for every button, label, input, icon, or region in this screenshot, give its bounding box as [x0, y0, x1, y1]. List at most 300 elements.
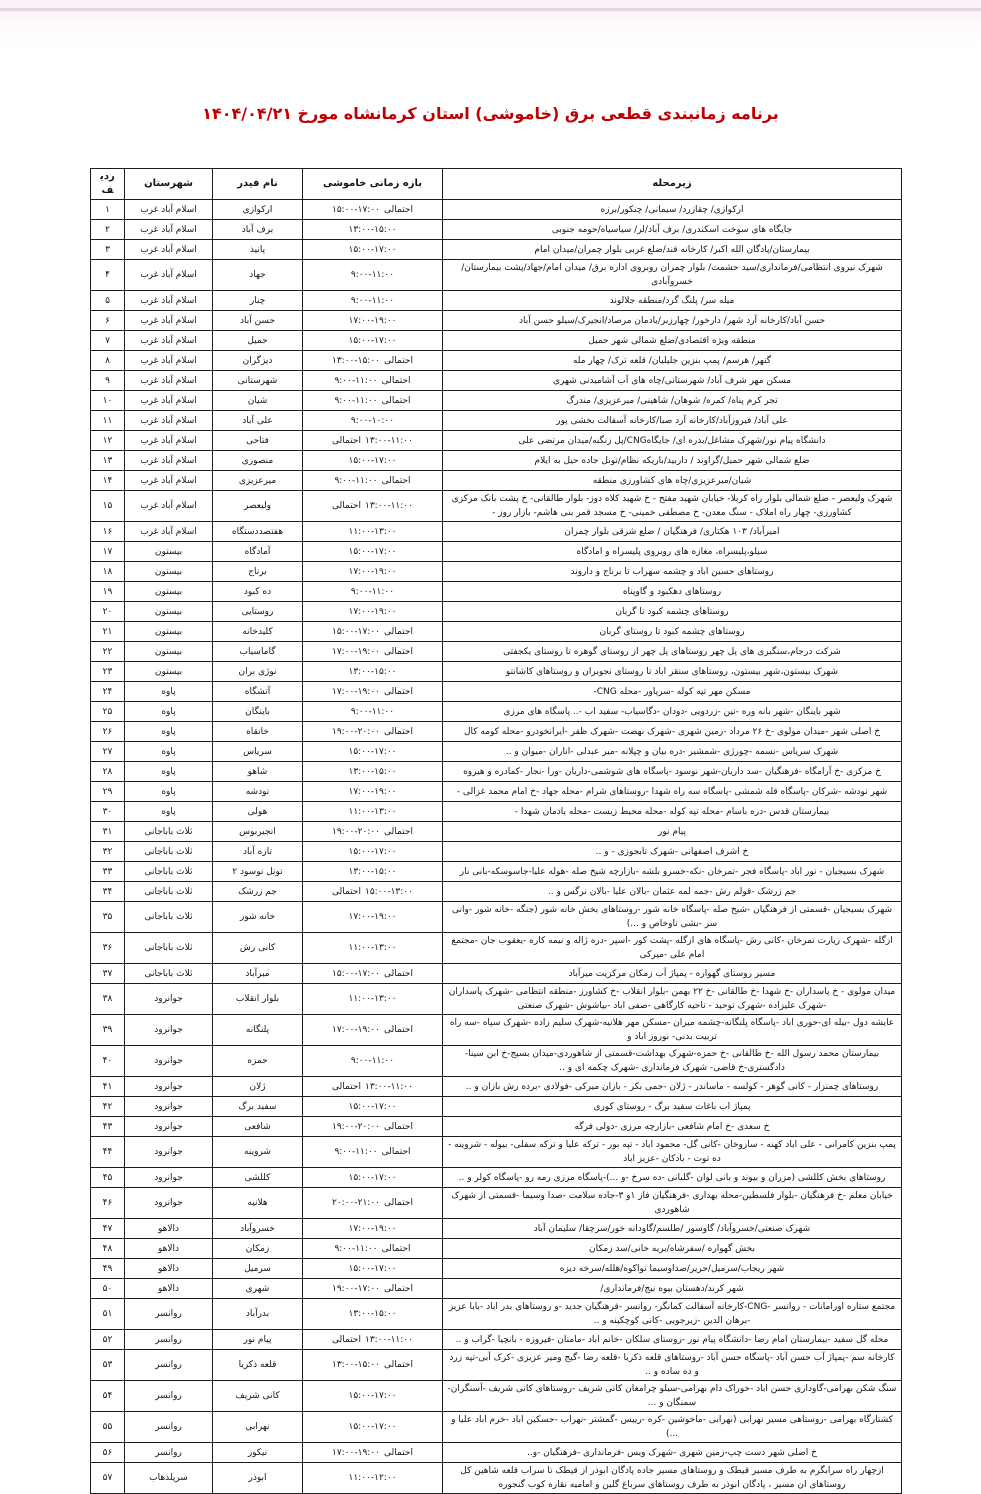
outage-time-value: ۹:۰۰-۱۱:۰۰	[350, 1056, 395, 1066]
outage-time-value: ۹:۰۰-۱۱:۰۰	[334, 395, 378, 406]
row-number-cell: ۷	[91, 331, 125, 351]
feeder-name-cell: سریاس	[213, 742, 303, 762]
subarea-cell: محله گل سفید -بیمارستان امام رضا -دانشگاه پیام نور -روستای سلکان -خانم اباد -مامنان -فیروزه - بانچیا -گراب و ..	[443, 1330, 902, 1350]
county-cell: بیستون	[125, 562, 213, 582]
county-cell: پاوه	[125, 682, 213, 702]
table-row	[91, 311, 902, 331]
subarea-cell: شهرک بسیجیان -قسمتی از فرهنگیان -شیخ صله -پاسگاه خانه شور -روستاهای بخش خانه شور (جنگه -خانه شور -وانی سر -بشی ناوخاص و ...)	[443, 902, 902, 933]
feeder-name-cell: پلنگانه	[213, 1015, 303, 1046]
outage-time-cell	[303, 331, 443, 351]
feeder-name-cell: خسروآباد	[213, 1219, 303, 1239]
table-row	[91, 602, 902, 622]
county-cell: بیستون	[125, 662, 213, 682]
outage-time-cell	[303, 1443, 443, 1463]
row-number-cell: ۱۹	[91, 582, 125, 602]
subarea-cell: خ اصلی شهر دست چپ-زمین شهری -شهرک ویس -فرمانداری -فرهنگیان -و..	[443, 1443, 902, 1463]
county-cell: روانسر	[125, 1299, 213, 1330]
subarea-cell: پمپ بنزین کامرانی - علی اباد کهنه - ساروخان -کانی گل- محمود اباد - تپه بور - ترکه علیا و ترکه سفلی- بیوله - شروینه - ده توت - بادکان -عزیز اباد	[443, 1137, 902, 1168]
county-cell: ثلاث باباجانی	[125, 842, 213, 862]
feeder-name-cell: شیان	[213, 391, 303, 411]
row-number-cell: ۵۵	[91, 1412, 125, 1443]
outage-time-value: ۹:۰۰-۱۱:۰۰	[350, 586, 395, 597]
feeder-name-cell: بدرآباد	[213, 1299, 303, 1330]
outage-time-cell	[303, 1463, 443, 1494]
outage-time-cell	[303, 662, 443, 682]
table-row	[91, 451, 902, 471]
row-number-cell: ۱۴	[91, 471, 125, 491]
row-number-cell: ۳۷	[91, 964, 125, 984]
probable-note: احتمالی	[332, 501, 361, 511]
subarea-cell: شرکت درجام،سنگبری های پل چهر روستاهای پل چهر از روستای گوهره تا روستای یکجفتی	[443, 642, 902, 662]
feeder-name-cell: قلعه ذکریا	[213, 1350, 303, 1381]
row-number-cell: ۸	[91, 351, 125, 371]
county-cell: اسلام آباد غرب	[125, 431, 213, 451]
feeder-name-cell: کلیدخانه	[213, 622, 303, 642]
outage-time-value: ۱۵:۰۰-۱۳:۰۰	[364, 886, 413, 897]
county-cell: پاوه	[125, 782, 213, 802]
probable-note: احتمالی	[384, 686, 413, 697]
outage-time-cell	[303, 240, 443, 260]
outage-time-cell	[303, 1279, 443, 1299]
table-row	[91, 1015, 902, 1046]
table-row	[91, 1168, 902, 1188]
outage-time-value: ۱۷:۰۰-۱۹:۰۰	[348, 566, 397, 577]
outage-time-value: ۱۳:۰۰-۱۱:۰۰	[364, 501, 413, 511]
outage-time-value: ۹:۰۰-۱۱:۰۰	[350, 706, 395, 717]
feeder-name-cell: گاماسیاب	[213, 642, 303, 662]
subarea-cell: ازگله -شهرک زیارت تمرخان -کانی رش -پاسگاه های ازگله -پشت کور -اسپر -دره ژاله و نیمه کاره -یعقوب جان -مجتمع امام علی -میرکی	[443, 933, 902, 964]
row-number-cell: ۳۲	[91, 842, 125, 862]
subarea-cell: دانشگاه پیام نور/شهرک مشاغل/بدره ای/ جایگاهCNG/پل زنگنه/میدان مرتضی علی	[443, 431, 902, 451]
feeder-name-cell: پانیذ	[213, 240, 303, 260]
outage-time-cell	[303, 1259, 443, 1279]
feeder-name-cell: آمادگاه	[213, 542, 303, 562]
county-cell: بیستون	[125, 642, 213, 662]
subarea-cell: علی آباد/ فیروزآباد/کارخانه آرد صبا/کارخانه آسفالت بخشی پور	[443, 411, 902, 431]
county-cell: اسلام آباد غرب	[125, 200, 213, 220]
row-number-cell: ۱۳	[91, 451, 125, 471]
table-row	[91, 431, 902, 451]
outage-time-value: ۹:۰۰-۱۱:۰۰	[334, 1243, 378, 1254]
table-row	[91, 1259, 902, 1279]
county-cell: ثلاث باباجانی	[125, 882, 213, 902]
row-number-cell: ۲۲	[91, 642, 125, 662]
table-row	[91, 862, 902, 882]
row-number-cell: ۱۲	[91, 431, 125, 451]
table-row	[91, 722, 902, 742]
feeder-name-cell: ژلان	[213, 1077, 303, 1097]
county-cell: اسلام آباد غرب	[125, 311, 213, 331]
subarea-cell: کارخانه سم -پمپاژ آب حسن آباد -پاسگاه حسن آباد -روستاهای قلعه ذکریا -قلعه رضا -گیج ومیر عزیزی -کرک آبی-تپه زرد و ده ساده و ..	[443, 1350, 902, 1381]
table-row	[91, 622, 902, 642]
probable-note: احتمالی	[384, 1121, 413, 1132]
feeder-name-cell: میرعزیزی	[213, 471, 303, 491]
probable-note: احتمالی	[381, 1147, 411, 1157]
feeder-name-cell: جم زرشک	[213, 882, 303, 902]
county-cell: اسلام آباد غرب	[125, 391, 213, 411]
subarea-cell: تجر کرم پناه/ کمره/ شوهان/ شاهینی/ میرعزیزی/ مندرگ	[443, 391, 902, 411]
feeder-name-cell: ابوذر	[213, 1463, 303, 1494]
outage-time-value: ۱۹:۰۰-۲۰:۰۰	[332, 1121, 380, 1132]
row-number-cell: ۴۹	[91, 1259, 125, 1279]
subarea-cell: شهر باینگان -شهر بانه وره -تین -زردویی -دودان -دگاسیاب- سفید اب -.. پاسگاه های مرزی	[443, 702, 902, 722]
outage-time-cell	[303, 722, 443, 742]
table-row	[91, 842, 902, 862]
county-cell: جوانرود	[125, 1015, 213, 1046]
subarea-cell: شهرک نیروی انتظامی/فرمانداری/سید حشمت/ بلوار چمران روبروی اداره برق/ میدان امام/جهاد/پشت بیمارستان/ خسروآبادی	[443, 260, 902, 291]
row-number-cell: ۳۴	[91, 882, 125, 902]
outage-time-value: ۱۹:۰۰-۲۰:۰۰	[332, 726, 380, 737]
outage-time-cell	[303, 862, 443, 882]
table-row	[91, 351, 902, 371]
table-row	[91, 1117, 902, 1137]
subarea-cell: پیام نور	[443, 822, 902, 842]
feeder-name-cell: خانه شور	[213, 902, 303, 933]
subarea-cell: شهر نودشه -شرکان -پاسگاه قله شمشی -پاسگاه سه راه شهدا -روستاهای شرام -محله جهاد -خ امام محمد غزالی -	[443, 782, 902, 802]
outage-time-value: ۱۵:۰۰-۱۷:۰۰	[348, 1101, 397, 1112]
table-row	[91, 1412, 902, 1443]
row-number-cell: ۶	[91, 311, 125, 331]
county-cell: اسلام آباد غرب	[125, 331, 213, 351]
subarea-cell: بیمارستان قدس -دره باسام -محله تپه کوله -محله محیط زیست -محله یادمان شهدا -	[443, 802, 902, 822]
table-row	[91, 642, 902, 662]
subarea-cell: شیان/میرعزیزی/چاه های کشاورزی منطقه	[443, 471, 902, 491]
table-row	[91, 582, 902, 602]
county-cell: روانسر	[125, 1443, 213, 1463]
outage-time-cell	[303, 1046, 443, 1077]
row-number-cell: ۲۷	[91, 742, 125, 762]
outage-time-value: ۱۳:۰۰-۱۱:۰۰	[364, 435, 413, 446]
feeder-name-cell: دیزگران	[213, 351, 303, 371]
feeder-name-cell: انجیربوس	[213, 822, 303, 842]
outage-time-value: ۱۵:۰۰-۱۷:۰۰	[348, 244, 397, 255]
county-cell: جوانرود	[125, 1188, 213, 1219]
probable-note: احتمالی	[384, 355, 413, 366]
county-cell: بیستون	[125, 602, 213, 622]
probable-note: احتمالی	[381, 475, 411, 486]
outage-time-cell	[303, 1350, 443, 1381]
outage-time-value: ۱۵:۰۰-۱۷:۰۰	[348, 335, 397, 346]
outage-time-cell	[303, 964, 443, 984]
feeder-name-cell: روستایی	[213, 602, 303, 622]
outage-time-cell	[303, 220, 443, 240]
row-number-cell: ۲۰	[91, 602, 125, 622]
outage-time-value: ۱۱:۰۰-۱۳:۰۰	[348, 526, 397, 537]
row-number-cell: ۴	[91, 260, 125, 291]
county-cell: اسلام آباد غرب	[125, 240, 213, 260]
feeder-name-cell: برناج	[213, 562, 303, 582]
row-number-cell: ۵	[91, 291, 125, 311]
county-cell: اسلام آباد غرب	[125, 522, 213, 542]
county-cell: جوانرود	[125, 1137, 213, 1168]
row-number-cell: ۲	[91, 220, 125, 240]
county-cell: جوانرود	[125, 1168, 213, 1188]
county-cell: اسلام آباد غرب	[125, 220, 213, 240]
subarea-cell: شهرک صنعتی/خسروآباد/ گاوسور /طلسم/گاودانه خور/سرچقا/ سلیمان آباد	[443, 1219, 902, 1239]
county-cell: ثلاث باباجانی	[125, 964, 213, 984]
feeder-name-cell: چنار	[213, 291, 303, 311]
outage-time-value: ۱۵:۰۰-۱۷:۰۰	[348, 1391, 397, 1401]
county-cell: پاوه	[125, 722, 213, 742]
outage-time-cell	[303, 882, 443, 902]
table-row	[91, 902, 902, 933]
feeder-name-cell: حمزه	[213, 1046, 303, 1077]
subarea-cell: روستاهای چمنزار - کانی گوهر - کولسه - ماساندر - ژلان -جمی بکر - بازان میرکی -فولادی -برده رش بازان و ..	[443, 1077, 902, 1097]
feeder-name-cell: سفید برگ	[213, 1097, 303, 1117]
probable-note: احتمالی	[381, 1243, 411, 1254]
table-row	[91, 491, 902, 522]
county-cell: پاوه	[125, 742, 213, 762]
row-number-cell: ۹	[91, 371, 125, 391]
row-number-cell: ۵۷	[91, 1463, 125, 1494]
outage-time-value: ۹:۰۰-۱۱:۰۰	[334, 475, 378, 486]
county-cell: اسلام آباد غرب	[125, 351, 213, 371]
feeder-name-cell: شافعی	[213, 1117, 303, 1137]
table-row	[91, 682, 902, 702]
table-row	[91, 1077, 902, 1097]
row-number-cell: ۴۷	[91, 1219, 125, 1239]
outage-time-cell	[303, 984, 443, 1015]
row-number-cell: ۳۹	[91, 1015, 125, 1046]
subarea-cell: شهرک بیستون،شهر بیستون، روستاهای سنقر اباد تا روستای نجوبران و روستاهای کاشانتو	[443, 662, 902, 682]
outage-time-value: ۱۳:۰۰-۱۵:۰۰	[332, 1360, 380, 1370]
subarea-cell: شهرک سریاس -نسمه -چورژی -شمشیر -دره بیان و چپلانه -میر عبدلی -اناران -میوان و ..	[443, 742, 902, 762]
probable-note: احتمالی	[384, 1025, 413, 1035]
county-cell: جوانرود	[125, 984, 213, 1015]
outage-time-value: ۱۷:۰۰-۱۹:۰۰	[348, 606, 397, 617]
outage-time-value: ۱۷:۰۰-۱۹:۰۰	[332, 646, 380, 657]
feeder-name-cell: ارکوازی	[213, 200, 303, 220]
row-number-cell: ۲۴	[91, 682, 125, 702]
outage-time-value: ۱۷:۰۰-۱۹:۰۰	[348, 786, 397, 797]
outage-time-cell	[303, 451, 443, 471]
outage-time-value: ۱۳:۰۰-۱۵:۰۰	[348, 224, 397, 235]
feeder-name-cell: حمیل	[213, 331, 303, 351]
outage-time-cell	[303, 1168, 443, 1188]
feeder-name-cell: شهری	[213, 1279, 303, 1299]
outage-time-cell	[303, 371, 443, 391]
feeder-name-cell: نیکور	[213, 1443, 303, 1463]
table-row	[91, 1299, 902, 1330]
probable-note: احتمالی	[384, 1283, 413, 1294]
row-number-cell: ۲۹	[91, 782, 125, 802]
row-number-cell: ۱۱	[91, 411, 125, 431]
subarea-cell: منطقه ویژه اقتصادی/ضلع شمالی شهر حمیل	[443, 331, 902, 351]
outage-schedule-table	[90, 168, 902, 1494]
table-row	[91, 802, 902, 822]
feeder-name-cell: هولی	[213, 802, 303, 822]
county-cell: بیستون	[125, 542, 213, 562]
outage-time-value: ۱۷:۰۰-۱۹:۰۰	[348, 1223, 397, 1234]
subarea-cell: جم زرشک -قولم رش -جمه لمه عثمان -بالان علیا -بالان نرگس و ..	[443, 882, 902, 902]
row-number-cell: ۱۷	[91, 542, 125, 562]
probable-note: احتمالی	[384, 646, 413, 657]
outage-time-value: ۹:۰۰-۱۱:۰۰	[334, 375, 378, 386]
outage-time-value: ۱۵:۰۰-۱۷:۰۰	[332, 626, 380, 637]
table-row	[91, 291, 902, 311]
county-cell: بیستون	[125, 582, 213, 602]
outage-time-cell	[303, 411, 443, 431]
county-cell: اسلام آباد غرب	[125, 291, 213, 311]
subarea-cell: مسکن مهر تپه کوله -سریاور -محله CNG-	[443, 682, 902, 702]
table-row	[91, 1463, 902, 1494]
outage-time-cell	[303, 1097, 443, 1117]
subarea-cell: مسیر روستای گهواره - پمپاژ آب زمکان مرکزیت میرآباد	[443, 964, 902, 984]
feeder-name-cell: نودشه	[213, 782, 303, 802]
outage-time-cell	[303, 682, 443, 702]
probable-note: احتمالی	[384, 626, 413, 637]
outage-time-cell	[303, 351, 443, 371]
outage-time-cell	[303, 522, 443, 542]
feeder-name-cell: سرمیل	[213, 1259, 303, 1279]
probable-note: احتمالی	[384, 826, 413, 837]
table-row	[91, 964, 902, 984]
feeder-name-cell: پیام نور	[213, 1330, 303, 1350]
outage-time-value: ۱۳:۰۰-۱۱:۰۰	[364, 1334, 413, 1345]
header-time: بازه زمانی خاموشی	[303, 169, 443, 200]
subarea-cell: میله سر/ پلنگ گرد/منطقه جلالوند	[443, 291, 902, 311]
table-row	[91, 522, 902, 542]
table-row	[91, 933, 902, 964]
feeder-name-cell: زمکان	[213, 1239, 303, 1259]
row-number-cell: ۳۸	[91, 984, 125, 1015]
outage-time-cell	[303, 1412, 443, 1443]
county-cell: پاوه	[125, 802, 213, 822]
feeder-name-cell: شروینه	[213, 1137, 303, 1168]
county-cell: اسلام آباد غرب	[125, 371, 213, 391]
row-number-cell: ۲۳	[91, 662, 125, 682]
county-cell: دالاهو	[125, 1239, 213, 1259]
subarea-cell: سیلو،پلیسراه، مغازه های روبروی پلیسراه و امادگاه	[443, 542, 902, 562]
row-number-cell: ۵۱	[91, 1299, 125, 1330]
outage-time-value: ۱۹:۰۰-۲۰:۰۰	[332, 826, 380, 837]
subarea-cell: خ اصلی شهر -میدان مولوی -خ ۲۶ مرداد -زمین شهری -شهرک نهضت -شهرک ظفر -ایرانخودرو -محله کومه کال	[443, 722, 902, 742]
feeder-name-cell: میرآباد	[213, 964, 303, 984]
table-row	[91, 1279, 902, 1299]
feeder-name-cell: حسن آباد	[213, 311, 303, 331]
header-feeder: نام فیدر	[213, 169, 303, 200]
row-number-cell: ۴۶	[91, 1188, 125, 1219]
subarea-cell: شهرک بسیجیان - نور اباد -پاسگاه فجر -تمرخان -نکه-خسرو بلشه -بازارچه شیخ صله -هوله علیا-جاسوسکه-بانی نار	[443, 862, 902, 882]
outage-time-value: ۹:۰۰-۱۰:۰۰	[350, 415, 395, 426]
outage-time-value: ۱۵:۰۰-۱۷:۰۰	[348, 1172, 397, 1183]
outage-time-cell	[303, 1188, 443, 1219]
county-cell: ثلاث باباجانی	[125, 862, 213, 882]
county-cell: دالاهو	[125, 1259, 213, 1279]
county-cell: جوانرود	[125, 1046, 213, 1077]
subarea-cell: روستاهای چشمه کبود تا روستای گربان	[443, 622, 902, 642]
feeder-name-cell: خانقاه	[213, 722, 303, 742]
row-number-cell: ۴۸	[91, 1239, 125, 1259]
header-county: شهرستان	[125, 169, 213, 200]
outage-time-value: ۱۳:۰۰-۱۵:۰۰	[348, 766, 397, 777]
header-row-number: ردیف	[91, 169, 125, 200]
subarea-cell: روستاهای حسین اباد و چشمه سهراب تا برناج و داروند	[443, 562, 902, 582]
outage-time-value: ۱۳:۰۰-۱۵:۰۰	[348, 1309, 397, 1319]
table-row	[91, 1137, 902, 1168]
subarea-cell: خیابان معلم -خ فرهنگیان -بلوار فلسطین-محله بهداری -فرهنگیان فاز ۱و ۳-جاده سلامت -صدا وسیما -قسمتی از شهرک شاهوردی	[443, 1188, 902, 1219]
row-number-cell: ۴۵	[91, 1168, 125, 1188]
outage-time-value: ۱۵:۰۰-۱۷:۰۰	[332, 968, 380, 979]
outage-time-cell	[303, 1137, 443, 1168]
table-row	[91, 1330, 902, 1350]
probable-note: احتمالی	[332, 1081, 361, 1092]
page-top-tint	[0, 0, 981, 46]
county-cell: روانسر	[125, 1330, 213, 1350]
table-row	[91, 562, 902, 582]
county-cell: اسلام آباد غرب	[125, 491, 213, 522]
outage-time-value: ۲۰:۰۰-۲۱:۰۰	[332, 1198, 380, 1208]
table-row	[91, 200, 902, 220]
table-row	[91, 742, 902, 762]
subarea-cell: عایشه دول -بیله ای-حوری اباد -پاسگاه پلنگانه-چشمه میران -مسکن مهر هلانیه-شهرک سلیم زاده -شهرک سپاه -سه راه تربیت بدنی- نوروز اباد و	[443, 1015, 902, 1046]
county-cell: بیستون	[125, 622, 213, 642]
table-row	[91, 822, 902, 842]
subarea-cell: خ مرکزی -خ آرامگاه -فرهنگیان -سد داریان-شهر نوسود -پاسگاه های شوشمی-داریان -ورا -نجار -کمادره و هیروه	[443, 762, 902, 782]
table-row	[91, 471, 902, 491]
feeder-name-cell: کانی رش	[213, 933, 303, 964]
probable-note: احتمالی	[381, 375, 411, 386]
outage-time-cell	[303, 542, 443, 562]
outage-time-value: ۹:۰۰-۱۱:۰۰	[350, 270, 395, 280]
row-number-cell: ۵۳	[91, 1350, 125, 1381]
table-row	[91, 542, 902, 562]
outage-time-value: ۱۱:۰۰-۱۲:۰۰	[348, 1473, 397, 1483]
outage-time-value: ۱۵:۰۰-۱۷:۰۰	[332, 204, 380, 215]
outage-time-value: ۱۵:۰۰-۱۷:۰۰	[348, 746, 397, 757]
subarea-cell: مسکن مهر شرف آباد/ شهرستانی/چاه های آب آشامیدنی شهری	[443, 371, 902, 391]
subarea-cell: ارکوازی/ چقازرد/ سیمانی/ چنکور/برزه	[443, 200, 902, 220]
feeder-name-cell: تونل نوسود ۲	[213, 862, 303, 882]
outage-time-cell	[303, 291, 443, 311]
outage-time-cell	[303, 762, 443, 782]
table-row	[91, 331, 902, 351]
probable-note: احتمالی	[384, 968, 413, 979]
subarea-cell: بیمارستان محمد رسول الله -خ طالقانی -خ حمزه-شهرک بهداشت-قسمتی از شاهوردی-میدان بسیج-خ ابن سینا-دادگستری-خ قاضی- شهرک فرمانداری -شهرک چکمه ای و ..	[443, 1046, 902, 1077]
outage-time-value: ۱۹:۰۰-۱۷:۰۰	[332, 1283, 380, 1294]
subarea-cell: سنگ شکن بهرامی-گاوداری حسن اباد -خوراک دام بهرامی-سیلو چرامغان کانی شریف -روستاهای کانی شریف -آسنگران-سمنگان و ...	[443, 1381, 902, 1412]
table-row	[91, 1188, 902, 1219]
row-number-cell: ۴۱	[91, 1077, 125, 1097]
probable-note: احتمالی	[384, 1198, 413, 1208]
table-row	[91, 220, 902, 240]
table-row	[91, 371, 902, 391]
top-rule	[0, 8, 981, 11]
feeder-name-cell: شاهو	[213, 762, 303, 782]
county-cell: دالاهو	[125, 1219, 213, 1239]
row-number-cell: ۱۶	[91, 522, 125, 542]
row-number-cell: ۱۵	[91, 491, 125, 522]
row-number-cell: ۴۴	[91, 1137, 125, 1168]
outage-time-value: ۹:۰۰-۱۱:۰۰	[334, 1147, 378, 1157]
subarea-cell: شهر ریجاب/سرمیل/حریر/صداوسیما نواکوه/هلله/سرخه دیزه	[443, 1259, 902, 1279]
feeder-name-cell: کللشی	[213, 1168, 303, 1188]
feeder-name-cell: شهرستانی	[213, 371, 303, 391]
feeder-name-cell: منصوری	[213, 451, 303, 471]
subarea-cell: روستاهای دهکبود و گاوپناه	[443, 582, 902, 602]
outage-time-cell	[303, 200, 443, 220]
table-row	[91, 1219, 902, 1239]
county-cell: روانسر	[125, 1381, 213, 1412]
county-cell: اسلام آباد غرب	[125, 260, 213, 291]
outage-time-cell	[303, 742, 443, 762]
county-cell: دالاهو	[125, 1279, 213, 1299]
outage-time-cell	[303, 431, 443, 451]
row-number-cell: ۳۵	[91, 902, 125, 933]
outage-time-value: ۱۳:۰۰-۱۵:۰۰	[348, 866, 397, 877]
outage-time-cell	[303, 782, 443, 802]
feeder-name-cell: بلوار انقلاب	[213, 984, 303, 1015]
